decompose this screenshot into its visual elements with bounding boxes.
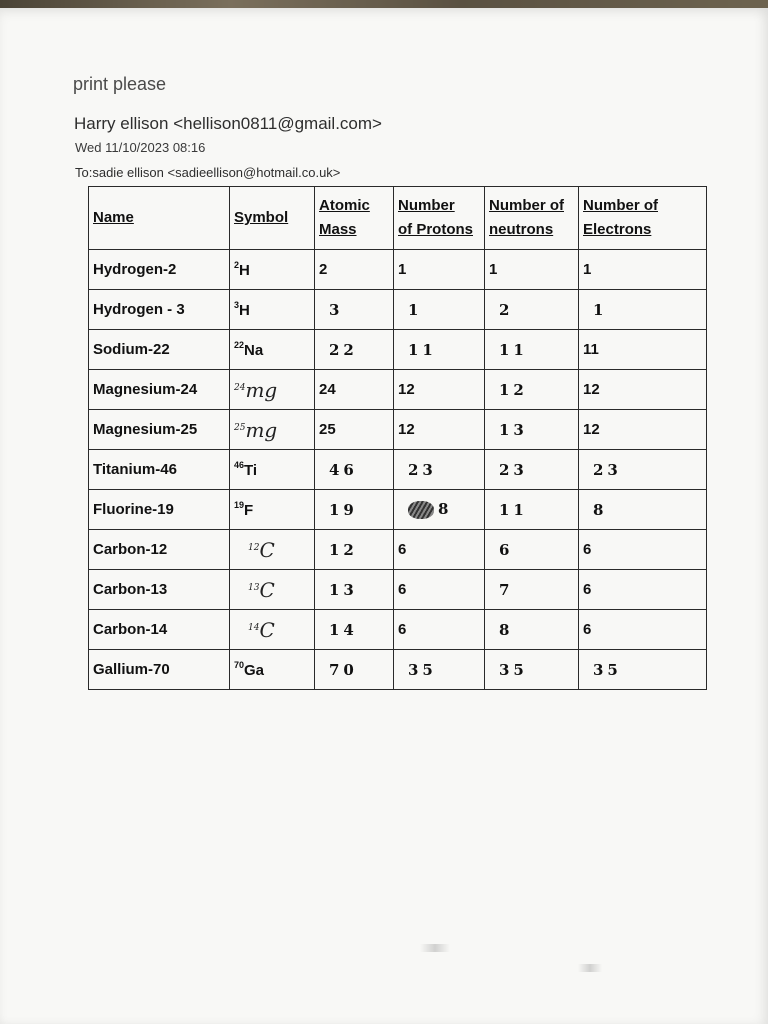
neutrons-value: 35 <box>499 660 528 679</box>
element-symbol: Na <box>244 342 264 359</box>
electrons-cell <box>579 610 707 650</box>
neutrons-cell <box>485 290 579 330</box>
protons-value: 6 <box>398 581 407 598</box>
neutrons-value: 11 <box>499 340 528 359</box>
table-row <box>89 490 707 530</box>
neutrons-cell <box>485 650 579 690</box>
mass-number-superscript: 2 <box>234 260 240 270</box>
mass-number-superscript: 13 <box>248 582 260 593</box>
electrons-cell <box>579 450 707 490</box>
electrons-value: 8 <box>593 500 608 519</box>
neutrons-cell <box>485 330 579 370</box>
column-header <box>315 187 394 250</box>
crossed-out-scribble <box>408 501 434 519</box>
element-symbol: Ga <box>244 662 265 679</box>
element-symbol: C <box>259 617 275 642</box>
isotope-symbol-cell <box>230 330 315 370</box>
isotope-symbol-cell <box>230 370 315 410</box>
mass-number-superscript: 3 <box>234 300 240 310</box>
column-header <box>485 187 579 250</box>
neutrons-cell <box>485 490 579 530</box>
column-header-text: Name <box>93 209 134 226</box>
email-recipient: To:sadie ellison <sadieellison@hotmail.co.uk> <box>75 165 341 180</box>
electrons-value: 11 <box>583 341 599 358</box>
column-header-text: Electrons <box>583 221 652 238</box>
mass-cell <box>315 290 394 330</box>
column-header-text: Number of <box>489 197 564 214</box>
neutrons-cell <box>485 530 579 570</box>
isotope-symbol-cell <box>230 650 315 690</box>
table-row <box>89 290 707 330</box>
email-sender: Harry ellison <hellison0811@gmail.com> <box>74 114 382 133</box>
column-header-text: Number <box>398 197 455 214</box>
table-row <box>89 450 707 490</box>
isotope-symbol-cell <box>230 290 315 330</box>
neutrons-value: 11 <box>499 500 528 519</box>
electrons-value: 6 <box>583 581 592 598</box>
email-subject: print please <box>73 74 167 94</box>
isotope-name-cell: Titanium-46 <box>89 450 230 490</box>
protons-value: 6 <box>398 621 407 638</box>
electrons-value: 6 <box>583 621 592 638</box>
protons-cell <box>394 250 485 290</box>
isotope-name-cell: Fluorine-19 <box>89 490 230 530</box>
protons-value: 23 <box>408 460 437 479</box>
mass-number-superscript: 19 <box>234 500 245 510</box>
electrons-cell <box>579 370 707 410</box>
mass-value: 46 <box>329 460 358 479</box>
neutrons-value: 2 <box>499 300 514 319</box>
isotope-name-cell: Carbon-13 <box>89 570 230 610</box>
electrons-value: 1 <box>593 300 608 319</box>
mass-cell <box>315 250 394 290</box>
mass-value: 25 <box>319 421 336 438</box>
electrons-cell <box>579 290 707 330</box>
isotope-name-cell: Carbon-14 <box>89 610 230 650</box>
element-symbol: C <box>259 577 275 602</box>
isotope-name-cell: Hydrogen-2 <box>89 250 230 290</box>
column-header <box>230 187 315 250</box>
neutrons-value: 12 <box>499 380 528 399</box>
mass-value: 14 <box>329 620 358 639</box>
table-row <box>89 650 707 690</box>
column-header <box>89 187 230 250</box>
neutrons-value: 23 <box>499 460 528 479</box>
mass-value: 13 <box>329 580 358 599</box>
mass-value: 22 <box>329 340 358 359</box>
electrons-value: 6 <box>583 541 592 558</box>
isotope-name-cell: Magnesium-25 <box>89 410 230 450</box>
protons-cell <box>394 330 485 370</box>
protons-value: 11 <box>408 340 437 359</box>
element-symbol: H <box>239 262 250 279</box>
isotope-name-cell: Carbon-12 <box>89 530 230 570</box>
electrons-value: 23 <box>593 460 622 479</box>
electrons-cell <box>579 490 707 530</box>
table-row <box>89 610 707 650</box>
neutrons-value: 6 <box>499 540 514 559</box>
protons-cell <box>394 490 485 530</box>
protons-cell <box>394 570 485 610</box>
neutrons-cell <box>485 570 579 610</box>
element-symbol: Ti <box>244 462 258 479</box>
mass-cell <box>315 450 394 490</box>
neutrons-value: 8 <box>499 620 514 639</box>
electrons-cell <box>579 250 707 290</box>
protons-cell <box>394 650 485 690</box>
electrons-value: 12 <box>583 381 600 398</box>
isotope-symbol-cell <box>230 530 315 570</box>
mass-value: 70 <box>329 660 358 679</box>
mass-number-superscript: 70 <box>234 660 245 670</box>
mass-cell <box>315 610 394 650</box>
neutrons-value: 1 <box>489 261 498 278</box>
mass-value: 3 <box>329 300 344 319</box>
isotope-symbol-cell <box>230 250 315 290</box>
mass-number-superscript: 14 <box>248 622 260 633</box>
protons-cell <box>394 290 485 330</box>
mass-cell <box>315 570 394 610</box>
isotope-name-cell: Gallium-70 <box>89 650 230 690</box>
protons-cell <box>394 530 485 570</box>
table-row <box>89 330 707 370</box>
mass-value: 24 <box>319 381 336 398</box>
element-symbol: C <box>259 537 275 562</box>
table-row <box>89 250 707 290</box>
mass-value: 19 <box>329 500 358 519</box>
mass-cell <box>315 410 394 450</box>
email-date: Wed 11/10/2023 08:16 <box>75 140 206 155</box>
mass-value: 12 <box>329 540 358 559</box>
neutrons-value: 13 <box>499 420 528 439</box>
mass-cell <box>315 330 394 370</box>
paper-mark <box>578 964 602 972</box>
column-header-text: Number of <box>583 197 658 214</box>
isotope-symbol-cell <box>230 610 315 650</box>
column-header-text: Mass <box>319 221 357 238</box>
protons-cell <box>394 410 485 450</box>
table-body <box>89 250 707 690</box>
mass-number-superscript: 25 <box>234 422 246 433</box>
background-surface <box>0 0 768 8</box>
protons-value: 12 <box>398 421 415 438</box>
electrons-cell <box>579 330 707 370</box>
neutrons-cell <box>485 370 579 410</box>
column-header-text: Symbol <box>234 209 289 226</box>
protons-value: 1 <box>408 300 423 319</box>
neutrons-value: 7 <box>499 580 514 599</box>
column-header <box>394 187 485 250</box>
table-row <box>89 410 707 450</box>
isotope-symbol-cell <box>230 410 315 450</box>
isotope-name-cell: Sodium-22 <box>89 330 230 370</box>
element-symbol: H <box>239 302 250 319</box>
electrons-cell <box>579 570 707 610</box>
electrons-cell <box>579 650 707 690</box>
table-header-row <box>89 187 707 250</box>
table-row <box>89 570 707 610</box>
mass-number-superscript: 22 <box>234 340 245 350</box>
table-row <box>89 530 707 570</box>
mass-cell <box>315 370 394 410</box>
protons-cell <box>394 450 485 490</box>
protons-value: 1 <box>398 261 407 278</box>
neutrons-cell <box>485 450 579 490</box>
mass-number-superscript: 24 <box>234 382 246 393</box>
electrons-cell <box>579 410 707 450</box>
electrons-value: 35 <box>593 660 622 679</box>
isotope-symbol-cell <box>230 490 315 530</box>
protons-value: 35 <box>408 660 437 679</box>
mass-cell <box>315 530 394 570</box>
mass-cell <box>315 490 394 530</box>
mass-value: 2 <box>319 261 328 278</box>
isotope-symbol-cell <box>230 570 315 610</box>
element-symbol: F <box>244 502 254 519</box>
electrons-value: 12 <box>583 421 600 438</box>
protons-value: 8 <box>438 500 453 518</box>
mass-cell <box>315 650 394 690</box>
isotope-name-cell: Magnesium-24 <box>89 370 230 410</box>
neutrons-cell <box>485 610 579 650</box>
element-symbol: mg <box>245 417 278 442</box>
isotope-table <box>88 186 707 690</box>
electrons-cell <box>579 530 707 570</box>
protons-cell <box>394 370 485 410</box>
column-header-text: of Protons <box>398 221 473 238</box>
column-header <box>579 187 707 250</box>
mass-number-superscript: 46 <box>234 460 245 470</box>
isotope-symbol-cell <box>230 450 315 490</box>
paper-mark <box>420 944 450 952</box>
isotope-name-cell: Hydrogen - 3 <box>89 290 230 330</box>
protons-value: 6 <box>398 541 407 558</box>
column-header-text: neutrons <box>489 221 554 238</box>
protons-cell <box>394 610 485 650</box>
column-header-text: Atomic <box>319 197 370 214</box>
protons-value: 12 <box>398 381 415 398</box>
neutrons-cell <box>485 410 579 450</box>
mass-number-superscript: 12 <box>248 542 260 553</box>
neutrons-cell <box>485 250 579 290</box>
electrons-value: 1 <box>583 261 592 278</box>
table-row <box>89 370 707 410</box>
element-symbol: mg <box>245 377 278 402</box>
